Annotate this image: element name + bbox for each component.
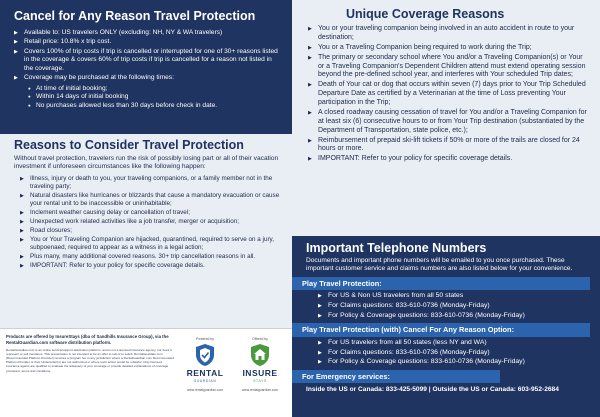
unique-title: Unique Coverage Reasons [346,7,505,21]
play-heading: Play Travel Protection: [292,277,590,290]
fine-print: RentalGuardian.com is an online service/support distribution platform, and is not a licensed insurance agency, nor does it represent or sell insurance. This presentation is not intended to be an offer to sell or to solicit. RentalGuardian.com (Recommended Platform Provider) receives a program fee in any jurisdiction where a RentalGuardian.com Recommended Platform Provider or their Underwriter(s) are not authorized or where such action would be unlawful. Only licensed insurance agents are qualified to evaluate the adequacy of your coverage or provide detailed explanations of coverage provisions, terms and conditions. [6,348,174,373]
insure-name: INSURE [242,368,278,379]
rental-sub: GUARDIAN [193,379,217,384]
list-item: ▶ Plus many, many additional covered reasons. 30+ trip cancellation reasons in all. [20,253,282,261]
list-item: ▶ Inclement weather causing delay or cancellation of travel; [20,209,282,217]
reasons-intro: Without travel protection, travelers run the risk of possibly losing part or all of their vacation investment if unforeseen circumstances like the following happen: [14,155,279,171]
insure-url[interactable]: www.rentalguardian.com [241,387,279,392]
cancel-times-list [28,85,282,110]
list-item: ▶ Available to: US travelers ONLY (excluding: NH, NY & WA travelers) [14,29,282,37]
list-item: ▶ Natural disasters like hurricanes or blizzards that cause a mandatory evacuation or cause your rental unit to be inaccessible or uninhabitable; [20,192,282,208]
list-item: ▶ Reimbursement of prepaid ski-lift tickets if 50% or more of the trails are closed for 24 hours or more. [308,137,590,155]
footer-text [6,334,174,373]
rental-name: RENTAL [186,368,224,379]
list-item: ▶ For Policy & Coverage questions: 833-610-0736 (Monday-Friday) [318,312,600,321]
right-column [292,0,600,417]
reasons-panel [0,134,292,328]
list-item: ▶ Coverage may be purchased at the following times: [14,74,282,82]
cfar-heading: Play Travel Protection (with) Cancel For Any Reason Option: [292,323,590,336]
list-item: ▶ Illness, injury or death to you, your traveling companions, or a family member not in the traveling party; [20,175,282,191]
list-item: ▶ Retail price: 10.8% x trip cost. [14,38,282,46]
offered-by-label: Offered by [252,337,268,341]
list-item: ▶ Covers 100% of trip costs if trip is cancelled or interrupted for one of 30+ reasons listed in the coverage & covers 60% of trip costs if trip is cancelled for a reason not listed in the coverage. [14,48,282,73]
reasons-title: Reasons to Consider Travel Protection [14,138,244,152]
list-item: ▶ For Claims questions: 833-610-0736 (Monday-Friday) [318,302,600,311]
rental-guardian-logo [180,337,230,392]
left-column [0,0,292,417]
list-item: ● Within 14 days of initial booking [28,93,282,101]
rental-url[interactable]: www.rentalguardian.com [186,387,224,392]
list-item: ● At time of initial booking; [28,85,282,93]
cfar-list [292,337,600,370]
shield-icon [194,343,216,367]
list-item: ▶ For US & Non US travelers from all 50 states [318,292,600,301]
list-item: ▶ The primary or secondary school where You and/or a Traveling Companion(s) or Your or a Traveling Companion's Dependent Children attend must extend operating session beyond the pre-defined school year, and interferes with Your scheduled Trip dates; [308,54,590,81]
emergency-heading: For Emergency services: [292,370,500,383]
cancel-for-any-reason-panel [0,0,292,134]
list-item: ▶ You or Your Traveling Companion are hijacked, quarantined, required to serve on a jury, subpoenaed, required to appear as a witness in a legal action; [20,236,282,252]
list-item: ▶ Death of Your cat or dog that occurs within seven (7) days prior to Your Trip Scheduled Departure Date as certified by a Veterinarian at the time of Loss preventing Your participation in the Trip; [308,81,590,108]
list-item: ▶ For US travelers from all 50 states (less NY and WA) [318,339,600,348]
phones-title: Important Telephone Numbers [306,241,487,255]
cancel-list [14,29,282,83]
telephone-panel [292,236,600,417]
emergency-line: Inside the US or Canada: 833-425-5099 | Outside the US or Canada: 603-952-2684 [306,386,559,394]
reasons-list [14,175,282,271]
list-item: ▶ Road closures; [20,227,282,235]
list-item: ▶ For Policy & Coverage questions: 833-610-0736 (Monday-Friday) [318,358,600,367]
insured-line: Products are offered by InsureStays (dba of Sandhills Insurance Group), via the RentalGuardian.com software distribution platform. [6,334,169,345]
cancel-title: Cancel for Any Reason Travel Protection [14,9,256,23]
powered-by-label: Powered by [196,337,214,341]
list-item: ▶ You or your traveling companion being involved in an auto accident in route to your destination; [308,25,590,43]
list-item: ▶ Unexpected work related activities like a job transfer, merger or acquisition; [20,218,282,226]
list-item: ● No purchases allowed less than 30 days before check in date. [28,102,282,110]
list-item: ▶ IMPORTANT: Refer to your policy for specific coverage details. [20,262,282,270]
list-item: ▶ IMPORTANT: Refer to your policy for specific coverage details. [308,155,590,164]
play-list [292,290,600,323]
insure-stays-logo [234,337,286,392]
phones-intro: Documents and important phone numbers will be emailed to you once purchased. These important customer service and claims numbers are also listed below for your convenience. [306,257,573,273]
insure-sub: STAYS [253,379,267,384]
footer [0,328,292,417]
unique-list [308,25,590,164]
list-item: ▶ A closed roadway causing cessation of travel for You and/or a Traveling Companion for at least six (6) consecutive hours to or from Your Trip destination (substantiated by the Department of Transportation, state police, etc.); [308,109,590,136]
house-shield-icon [249,343,271,367]
list-item: ▶ For Claims questions: 833-610-0736 (Monday-Friday) [318,349,600,358]
unique-coverage-panel [292,0,600,236]
list-item: ▶ You or a Traveling Companion being required to work during the Trip; [308,44,590,53]
